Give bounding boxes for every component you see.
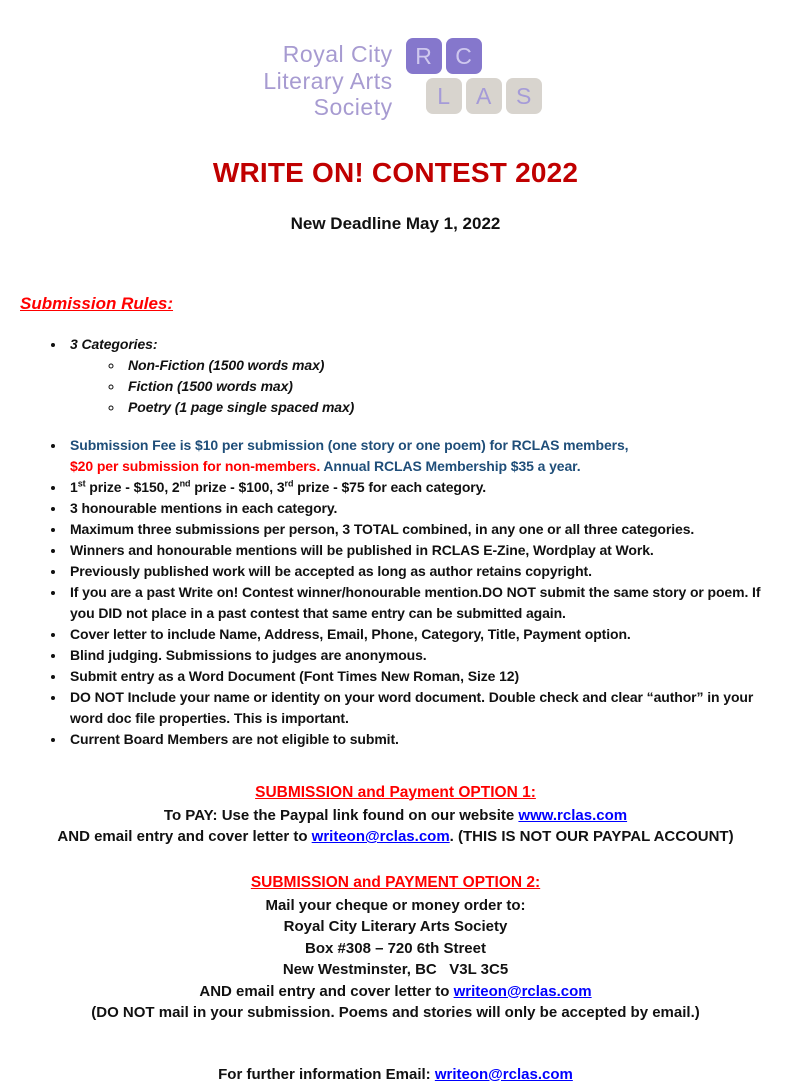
text-run: New Westminster, BC V3L 3C5	[283, 961, 508, 978]
logo-tile-row-bottom	[426, 78, 542, 114]
text-run: rd	[285, 478, 294, 488]
logo-wordmark	[263, 38, 392, 121]
option2-heading: SUBMISSION and PAYMENT OPTION 2:	[251, 874, 540, 892]
text-run: Cover letter to include Name, Address, Email, Phone, Category, Title, Payment option.	[70, 626, 631, 642]
option1-heading: SUBMISSION and Payment OPTION 1:	[255, 784, 536, 802]
text-run: Maximum three submissions per person, 3 TOTAL combined, in any one or all three categories.	[70, 521, 694, 537]
option2-society-line	[0, 916, 791, 938]
rule-prizes	[66, 477, 779, 498]
text-run: Box #308 – 720 6th Street	[305, 940, 486, 957]
option2-mail-line	[0, 895, 791, 917]
text-run: Previously published work will be accepted as long as author retains copyright.	[70, 563, 592, 579]
rule-previously-published	[66, 561, 779, 582]
text-run: Blind judging. Submissions to judges are anonymous.	[70, 647, 427, 663]
text-run: prize - $75 for each category.	[293, 479, 486, 495]
option2-city-line	[0, 959, 791, 981]
rule-board-members	[66, 729, 779, 750]
text-run: Royal City Literary Arts Society	[284, 918, 508, 935]
logo-tile-c: C	[446, 38, 482, 74]
rule-max-submissions	[66, 519, 779, 540]
option2-section	[0, 874, 791, 1024]
rule-past-winner	[66, 582, 779, 624]
text-run: If you are a past Write on! Contest winner/honourable mention.DO NOT submit the same story or poem. If you DID not place in a past contest that same entry can be submitted again.	[70, 584, 760, 621]
categories-sublist	[70, 355, 779, 418]
text-run: . (THIS IS NOT OUR PAYPAL ACCOUNT)	[450, 828, 734, 845]
option2-warning-line	[0, 1002, 791, 1024]
text-run: 3 honourable mentions in each category.	[70, 500, 337, 516]
text-run: For further information Email:	[218, 1066, 435, 1083]
text-run: AND email entry and cover letter to	[57, 828, 311, 845]
rule-word-document	[66, 666, 779, 687]
text-run: Mail your cheque or money order to:	[265, 897, 525, 914]
logo-tile-r: R	[406, 38, 442, 74]
text-run: (DO NOT mail in your submission. Poems and stories will only be accepted by email.)	[91, 1004, 699, 1021]
page-title: WRITE ON! CONTEST 2022	[0, 157, 791, 189]
text-run: To PAY: Use the Paypal link found on our website	[164, 807, 519, 824]
text-run: Current Board Members are not eligible to submit.	[70, 731, 399, 747]
rule-submission-fee	[66, 435, 779, 477]
text-run: st	[78, 478, 86, 488]
text-run: Winners and honourable mentions will be published in RCLAS E-Zine, Wordplay at Work.	[70, 542, 654, 558]
text-run: prize - $150, 2	[86, 479, 180, 495]
writeon-email-link[interactable]: writeon@rclas.com	[312, 828, 450, 845]
logo-wordmark-line: Royal City	[263, 41, 392, 68]
text-run: AND email entry and cover letter to	[199, 983, 453, 1000]
rule-honourable-mentions	[66, 498, 779, 519]
rule-categories-label: 3 Categories:	[70, 336, 157, 352]
category-poetry: ◦ Poetry (1 page single spaced max)	[124, 397, 779, 418]
text-run: 1	[70, 479, 78, 495]
logo-tiles	[406, 38, 542, 114]
rule-categories	[66, 334, 779, 418]
logo-tile-l: L	[426, 78, 462, 114]
logo-tile-a: A	[466, 78, 502, 114]
text-run: Annual RCLAS Membership $35 a year.	[320, 458, 580, 474]
text-run: Submission Fee is $10 per submission (one story or one poem) for RCLAS members,	[70, 437, 628, 453]
text-run: $20 per submission for non-members.	[70, 458, 320, 474]
deadline-subtitle: New Deadline May 1, 2022	[0, 214, 791, 234]
logo-wordmark-line: Literary Arts	[263, 68, 392, 95]
rclas-logo	[14, 38, 791, 121]
logo-wordmark-line: Society	[263, 94, 392, 121]
text-run: DO NOT Include your name or identity on your word document. Double check and clear “author” in your word doc file properties. This is important.	[70, 689, 753, 726]
text-run: Submit entry as a Word Document (Font Times New Roman, Size 12)	[70, 668, 519, 684]
logo-tile-s: S	[506, 78, 542, 114]
category-fiction: ◦ Fiction (1500 words max)	[124, 376, 779, 397]
writeon-email-link[interactable]: writeon@rclas.com	[435, 1066, 573, 1083]
rule-blind-judging	[66, 645, 779, 666]
logo-tile-row-top	[406, 38, 542, 74]
option1-section	[0, 784, 791, 848]
footer-info	[0, 1064, 791, 1085]
rule-no-identity	[66, 687, 779, 729]
text-run: nd	[180, 478, 191, 488]
rules-list	[0, 334, 791, 750]
rule-winners-published	[66, 540, 779, 561]
option1-email-line	[0, 826, 791, 848]
rclas-website-link[interactable]: www.rclas.com	[518, 807, 627, 824]
rules-heading: Submission Rules:	[20, 294, 173, 314]
text-run: prize - $100, 3	[190, 479, 284, 495]
option2-box-line	[0, 938, 791, 960]
category-non-fiction: ◦ Non-Fiction (1500 words max)	[124, 355, 779, 376]
option1-pay-line	[0, 805, 791, 827]
writeon-email-link[interactable]: writeon@rclas.com	[454, 983, 592, 1000]
rule-cover-letter	[66, 624, 779, 645]
option2-email-line	[0, 981, 791, 1003]
